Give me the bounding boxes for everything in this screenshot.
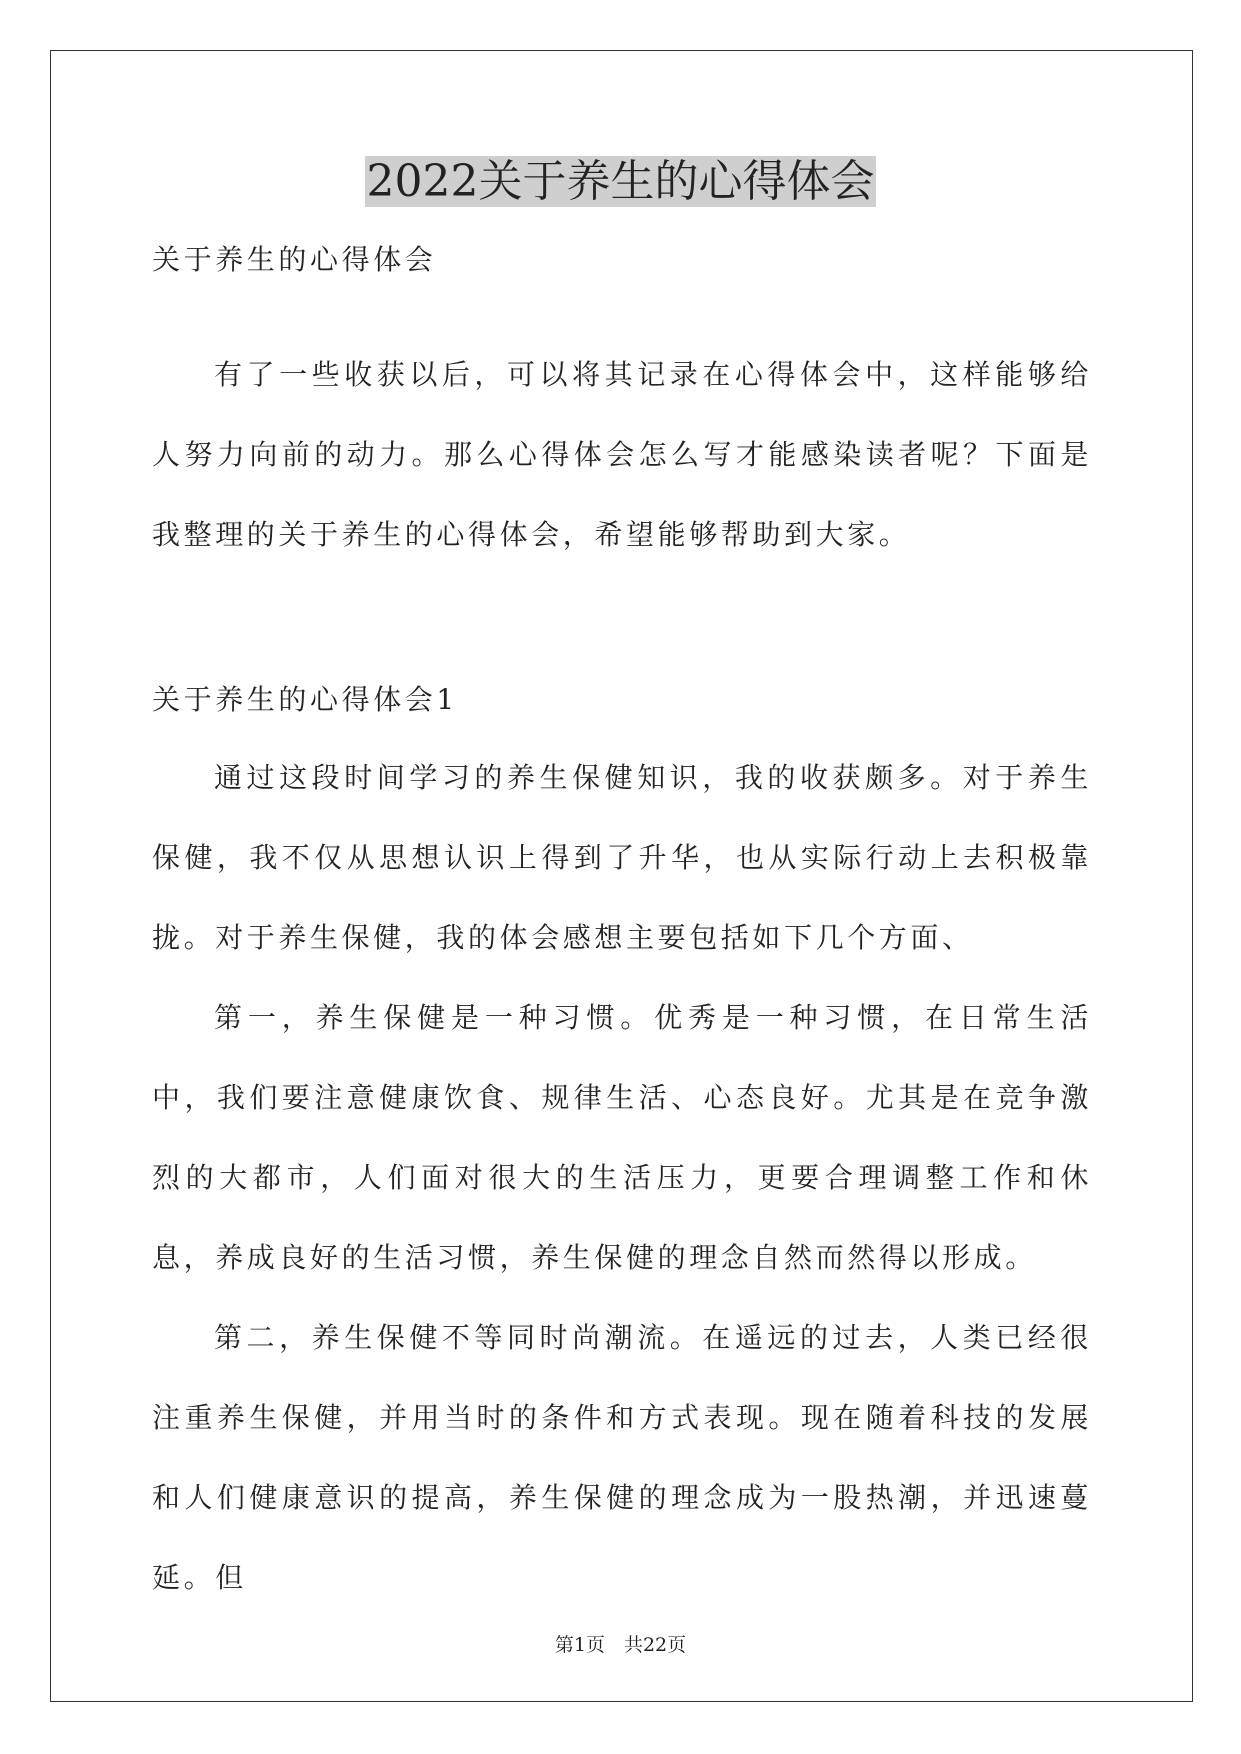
body-paragraph-3: 第二，养生保健不等同时尚潮流。在遥远的过去，人类已经很注重养生保健，并用当时的条件和方式表现。现在随着科技的发展和人们健康意识的提高，养生保健的理念成为一股热潮，并迅速蔓延。但 (152, 1321, 1092, 1594)
body-paragraph-1: 通过这段时间学习的养生保健知识，我的收获颇多。对于养生保健，我不仅从思想认识上得到了升华，也从实际行动上去积极靠拢。对于养生保健，我的体会感想主要包括如下几个方面、 (152, 761, 1092, 954)
body-paragraph-2: 第一，养生保健是一种习惯。优秀是一种习惯，在日常生活中，我们要注意健康饮食、规律生活、心态良好。尤其是在竞争激烈的大都市，人们面对很大的生活压力，更要合理调整工作和休息，养成良好的生活习惯，养生保健的理念自然而然得以形成。 (152, 1001, 1092, 1274)
section-heading-1: 关于养生的心得体会1 (152, 683, 458, 716)
document-title: 2022关于养生的心得体会 (366, 156, 875, 207)
page-footer: 第1页 共22页 (554, 1634, 687, 1656)
intro-paragraph: 有了一些收获以后，可以将其记录在心得体会中，这样能够给人努力向前的动力。那么心得体会怎么写才能感染读者呢？下面是我整理的关于养生的心得体会，希望能够帮助到大家。 (152, 358, 1092, 551)
subtitle-paragraph: 关于养生的心得体会 (152, 243, 437, 276)
